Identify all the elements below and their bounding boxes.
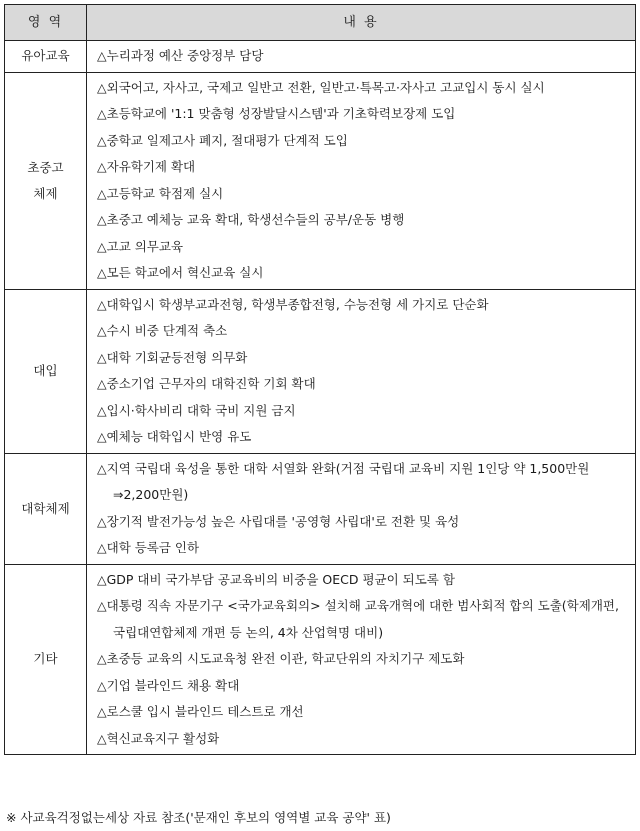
pledge-item: △GDP 대비 국가부담 공교육비의 비중을 OECD 평균이 되도록 함 (97, 571, 455, 587)
content-cell (87, 41, 636, 73)
content-cell (87, 453, 636, 564)
pledge-item: △기업 블라인드 채용 확대 (97, 677, 240, 693)
pledge-item: △입시·학사비리 대학 국비 지원 금지 (97, 402, 296, 418)
pledge-item: △대통령 직속 자문기구 <국가교육회의> 설치해 교육개혁에 대한 범사회적 합의 도출(학제개편, 국립대연합체제 개편 등 논의, 4차 산업혁명 대비) (97, 598, 619, 640)
pledge-item: △초중고 예체능 교육 확대, 학생선수들의 공부/운동 병행 (97, 212, 405, 227)
table-row (5, 72, 636, 289)
pledge-item: △혁신교육지구 활성화 (97, 730, 220, 746)
pledge-item: △예체능 대학입시 반영 유도 (97, 429, 252, 444)
pledge-item: △대학입시 학생부교과전형, 학생부종합전형, 수능전형 세 가지로 단순화 (97, 296, 489, 312)
area-label: 유아교육 (21, 48, 70, 64)
content-cell (87, 289, 636, 453)
area-label: 체제 (33, 185, 58, 201)
header-row (5, 5, 636, 41)
pledge-item: △고교 의무교육 (97, 238, 184, 254)
footnote: ※ 사교육걱정없는세상 자료 참조('문재인 후보의 영역별 교육 공약' 표) (6, 810, 391, 825)
pledge-item: △초중등 교육의 시도교육청 완전 이관, 학교단위의 자치기구 제도화 (97, 651, 465, 666)
header-area: 영 역 (5, 5, 87, 41)
area-label: 대입 (33, 363, 58, 378)
area-cell (5, 453, 87, 564)
content-cell (87, 72, 636, 289)
table-row (5, 289, 636, 453)
pledge-item: △모든 학교에서 혁신교육 실시 (97, 265, 264, 280)
pledge-table (4, 4, 636, 755)
area-label: 초중고 (27, 159, 64, 175)
pledge-item: △초등학교에 '1:1 맞춤형 성장발달시스템'과 기초학력보장제 도입 (97, 106, 456, 121)
content-cell (87, 564, 636, 755)
table-row (5, 41, 636, 73)
area-cell (5, 41, 87, 73)
pledge-item: △로스쿨 입시 블라인드 테스트로 개선 (97, 704, 304, 719)
pledge-item: △중학교 일제고사 폐지, 절대평가 단계적 도입 (97, 132, 348, 148)
pledge-item: △수시 비중 단계적 축소 (97, 323, 228, 338)
pledge-item: △외국어고, 자사고, 국제고 일반고 전환, 일반고·특목고·자사고 고교입시 동시 실시 (97, 79, 545, 95)
pledge-item: △지역 국립대 육성을 통한 대학 서열화 완화(거점 국립대 교육비 지원 1인당 약 1,500만원⇒2,200만원) (97, 460, 590, 502)
pledge-item: △대학 등록금 인하 (97, 540, 200, 555)
table-row (5, 564, 636, 755)
pledge-item: △장기적 발전가능성 높은 사립대를 '공영형 사립대'로 전환 및 육성 (97, 513, 460, 529)
area-cell (5, 289, 87, 453)
pledge-item: △고등학교 학점제 실시 (97, 185, 224, 201)
pledge-item: △누리과정 예산 중앙정부 담당 (97, 48, 264, 63)
area-cell (5, 72, 87, 289)
table-row (5, 453, 636, 564)
pledge-item: △자유학기제 확대 (97, 159, 196, 174)
pledge-item: △대학 기회균등전형 의무화 (97, 349, 248, 365)
pledge-item: △중소기업 근무자의 대학진학 기회 확대 (97, 376, 316, 391)
header-content: 내 용 (87, 5, 636, 41)
area-label: 대학체제 (21, 500, 70, 516)
area-label: 기타 (33, 651, 58, 667)
area-cell (5, 564, 87, 755)
